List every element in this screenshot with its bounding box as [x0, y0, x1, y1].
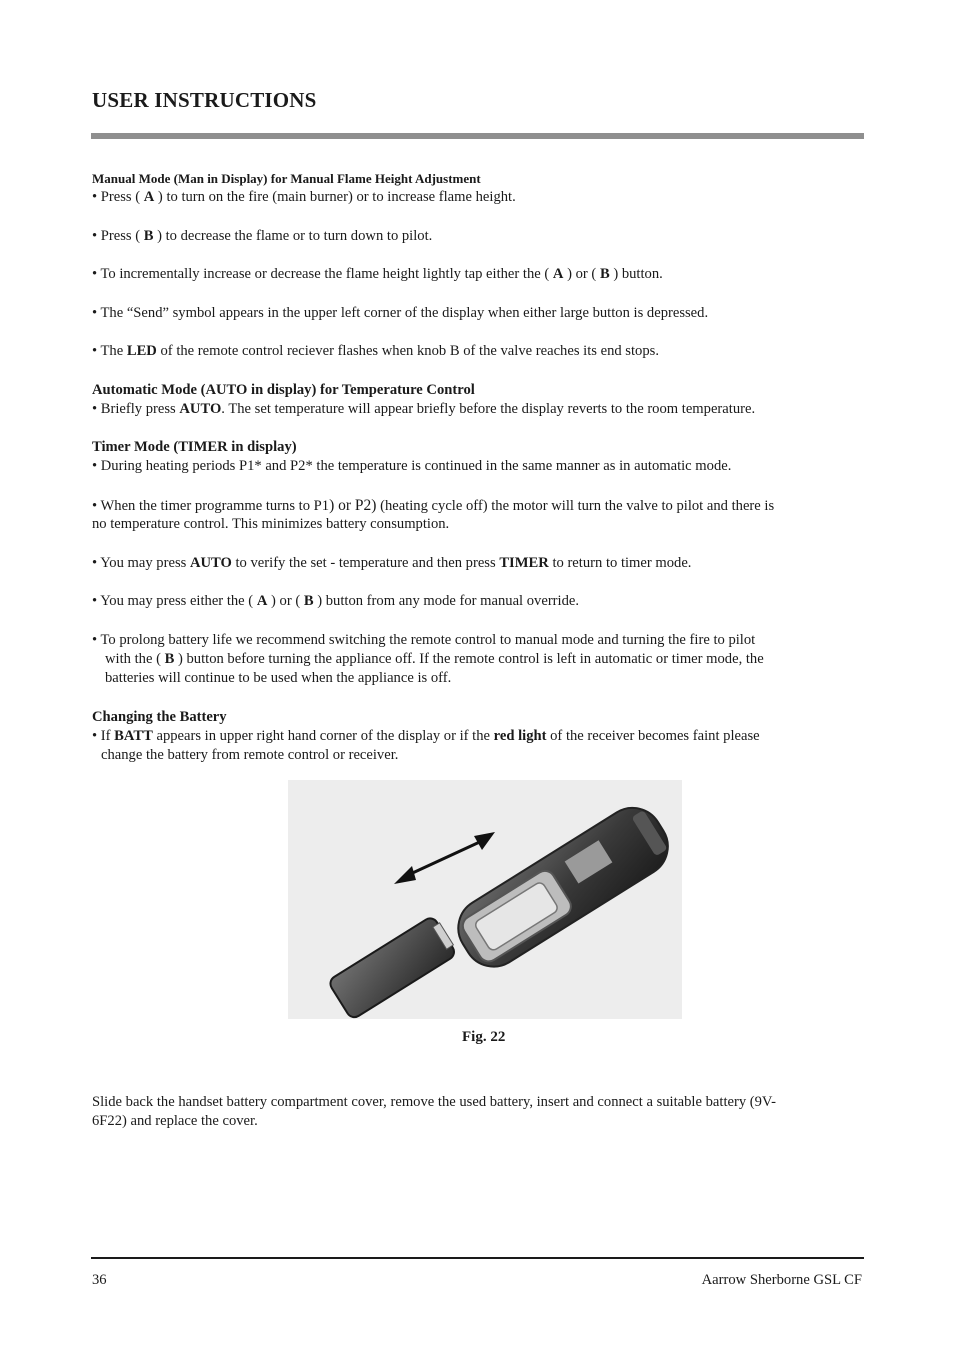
double-arrow-icon: [394, 832, 495, 884]
manual-mode-heading: Manual Mode (Man in Display) for Manual Flame Height Adjustment: [92, 171, 481, 186]
manual-bullet-4: • The “Send” symbol appears in the upper left corner of the display when either large button is depressed.: [92, 305, 709, 321]
manual-bullet-2: • Press ( B ) to decrease the flame or to turn down to pilot.: [92, 228, 433, 244]
timer-bullet-2-line-2: no temperature control. This minimizes battery consumption.: [92, 516, 450, 532]
auto-mode-heading: Automatic Mode (AUTO in display) for Temperature Control: [92, 382, 475, 398]
timer-mode-heading: Timer Mode (TIMER in display): [92, 439, 297, 455]
remote-control-photo: [288, 780, 682, 1019]
battery-heading: Changing the Battery: [92, 709, 227, 725]
timer-bullet-2: • When the timer programme turns to P1) or P2) (heating cycle off) the motor will turn the valve to pilot and there is: [92, 497, 775, 514]
page-number: 36: [92, 1272, 107, 1288]
timer-bullet-5: • To prolong battery life we recommend switching the remote control to manual mode and turning the fire to pilot: [92, 632, 756, 648]
battery-bullet-1-line-2: change the battery from remote control or receiver.: [101, 747, 399, 763]
timer-bullet-5-line-2: with the ( B ) button before turning the appliance off. If the remote control is left in automatic or timer mode, the: [105, 651, 764, 667]
title-divider: [91, 133, 864, 139]
timer-bullet-4: • You may press either the ( A ) or ( B ) button from any mode for manual override.: [92, 593, 580, 609]
battery-cover: [327, 914, 458, 1019]
battery-bullet-1: • If BATT appears in upper right hand corner of the display or if the red light of the receiver becomes faint please: [92, 728, 760, 744]
battery-instruction-line-2: 6F22) and replace the cover.: [92, 1113, 258, 1129]
manual-bullet-1: • Press ( A ) to turn on the fire (main burner) or to increase flame height.: [92, 189, 516, 205]
auto-bullet-1: • Briefly press AUTO. The set temperature will appear briefly before the display reverts to the room temperature.: [92, 401, 756, 417]
manual-bullet-5: • The LED of the remote control reciever flashes when knob B of the valve reaches its end stops.: [92, 343, 659, 359]
footer-divider: [91, 1257, 864, 1259]
remote-body: [447, 797, 679, 978]
figure-caption: Fig. 22: [462, 1029, 506, 1045]
remote-control-illustration: [288, 780, 682, 1019]
timer-bullet-1: • During heating periods P1* and P2* the temperature is continued in the same manner as in automatic mode.: [92, 458, 732, 474]
timer-bullet-5-line-3: batteries will continue to be used when the appliance is off.: [105, 670, 452, 686]
footer-product-name: Aarrow Sherborne GSL CF: [701, 1272, 862, 1288]
manual-bullet-3: • To incrementally increase or decrease the flame height lightly tap either the ( A ) or ( B ) button.: [92, 266, 663, 282]
page-title: USER INSTRUCTIONS: [92, 88, 317, 112]
battery-instruction-line-1: Slide back the handset battery compartment cover, remove the used battery, insert and connect a suitable battery (9V-: [92, 1094, 776, 1110]
timer-bullet-3: • You may press AUTO to verify the set - temperature and then press TIMER to return to timer mode.: [92, 555, 692, 571]
